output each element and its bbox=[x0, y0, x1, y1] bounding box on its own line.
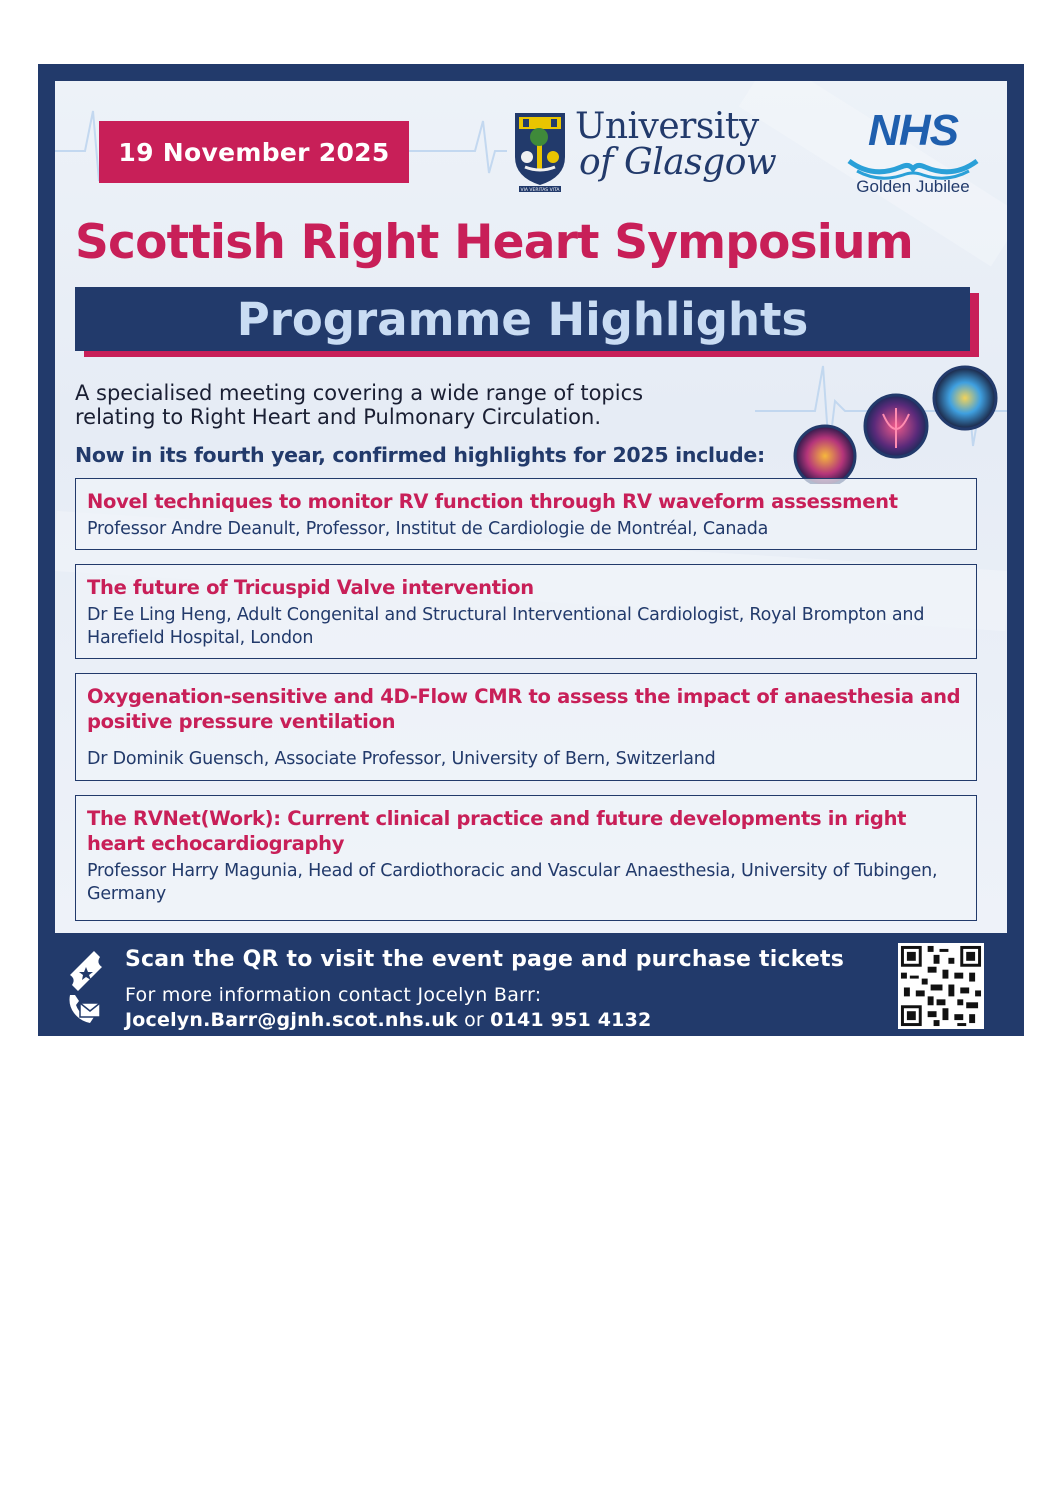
nhs-wave-icon bbox=[843, 151, 983, 185]
uog-wordmark-line2: of Glasgow bbox=[579, 142, 777, 183]
scan-image-1 bbox=[795, 426, 855, 484]
poster bbox=[38, 64, 1024, 1036]
contact-details bbox=[125, 1009, 651, 1031]
uog-wordmark bbox=[575, 106, 777, 183]
scan-image-3 bbox=[934, 367, 996, 429]
university-crest-icon bbox=[513, 111, 567, 193]
session-speaker: Professor Harry Magunia, Head of Cardiothoracic and Vascular Anaesthesia, University of Tubingen, Germany bbox=[87, 861, 938, 904]
heart-scan-images bbox=[771, 364, 1007, 484]
footer bbox=[38, 933, 1024, 1036]
session-card bbox=[75, 795, 977, 921]
intro-text: A specialised meeting covering a wide range of topics relating to Right Heart and Pulmonary Circulation. bbox=[75, 381, 644, 429]
phone-mail-icon bbox=[66, 991, 102, 1027]
uog-motto: VIA VERITAS VITA bbox=[520, 188, 560, 193]
ticket-icon bbox=[64, 945, 112, 993]
session-card bbox=[75, 673, 977, 781]
poster-content bbox=[55, 81, 1007, 933]
intro-highlight: Now in its fourth year, confirmed highlights for 2025 include: bbox=[75, 443, 765, 467]
nhs-golden-jubilee-logo bbox=[843, 106, 983, 199]
qr-code-icon[interactable] bbox=[898, 943, 984, 1029]
session-speaker: Dr Dominik Guensch, Associate Professor, University of Bern, Switzerland bbox=[87, 749, 716, 769]
session-title: The future of Tricuspid Valve intervention bbox=[87, 576, 534, 599]
programme-highlights-banner: Programme Highlights bbox=[75, 287, 970, 351]
contact-text: For more information contact Jocelyn Barr: bbox=[125, 984, 542, 1006]
contact-phone[interactable]: 0141 951 4132 bbox=[490, 1009, 652, 1031]
session-title: Novel techniques to monitor RV function through RV waveform assessment bbox=[87, 490, 898, 513]
university-of-glasgow-logo bbox=[513, 106, 783, 199]
session-title: Oxygenation-sensitive and 4D-Flow CMR to assess the impact of anaesthesia and positive pressure ventilation bbox=[87, 685, 961, 733]
session-title: The RVNet(Work): Current clinical practice and future developments in right heart echocardiography bbox=[87, 807, 907, 855]
session-speaker: Professor Andre Deanult, Professor, Institut de Cardiologie de Montréal, Canada bbox=[87, 519, 769, 539]
session-card bbox=[75, 478, 977, 550]
event-title: Scottish Right Heart Symposium bbox=[75, 215, 913, 270]
uog-wordmark-line1: University bbox=[575, 106, 759, 147]
session-card bbox=[75, 564, 977, 659]
nhs-subtitle: Golden Jubilee bbox=[856, 177, 970, 196]
contact-email[interactable]: Jocelyn.Barr@gjnh.scot.nhs.uk bbox=[125, 1009, 458, 1031]
qr-instruction: Scan the QR to visit the event page and purchase tickets bbox=[125, 947, 845, 972]
nhs-mark: NHS bbox=[868, 106, 958, 155]
session-speaker: Dr Ee Ling Heng, Adult Congenital and Structural Interventional Cardiologist, Royal Brompton and Harefield Hospital, London bbox=[87, 605, 925, 648]
event-date-badge: 19 November 2025 bbox=[99, 121, 409, 183]
contact-or: or bbox=[464, 1009, 484, 1031]
